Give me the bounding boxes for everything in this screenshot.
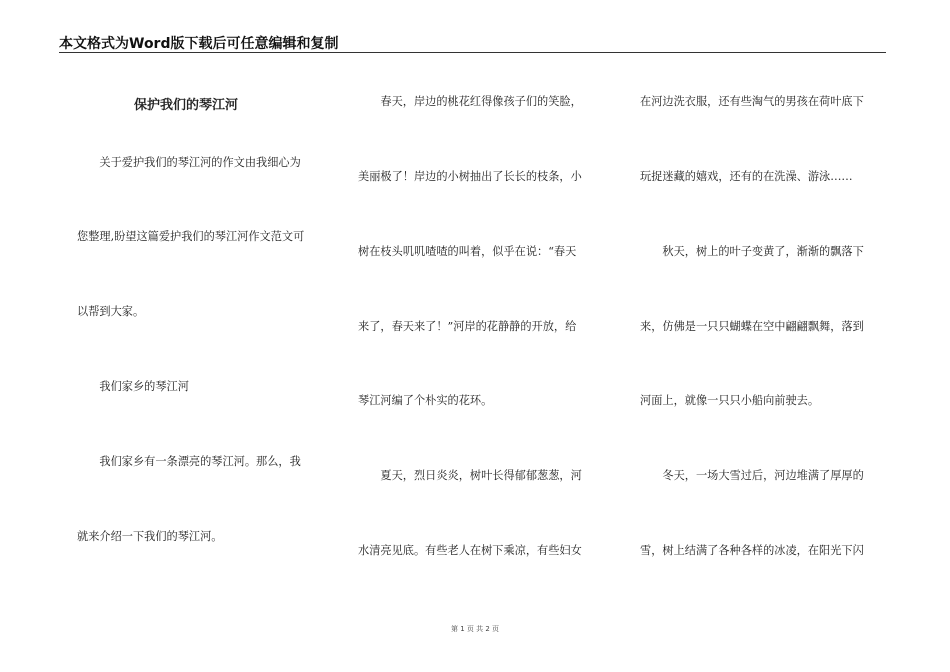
text-line: 我们家乡有一条漂亮的琴江河。那么，我 bbox=[77, 455, 301, 468]
text-line: 春天，岸边的桃花红得像孩子们的笑脸， bbox=[358, 95, 582, 108]
text-line: 秋天，树上的叶子变黄了，渐渐的飘落下 bbox=[640, 245, 864, 258]
text-line: 美丽极了！岸边的小树抽出了长长的枝条，小 bbox=[358, 170, 582, 183]
text-line: 在河边洗衣服，还有些淘气的男孩在荷叶底下 bbox=[640, 95, 864, 108]
text-line: 水清亮见底。有些老人在树下乘凉，有些妇女 bbox=[358, 544, 582, 557]
text-line: 树在枝头叽叽喳喳的叫着，似乎在说：“春天 bbox=[358, 245, 577, 258]
text-line: 我们家乡的琴江河 bbox=[77, 380, 189, 393]
text-line: 夏天，烈日炎炎，树叶长得郁郁葱葱，河 bbox=[358, 469, 582, 482]
text-line: 河面上，就像一只只小船向前驶去。 bbox=[640, 394, 820, 407]
document-title: 保护我们的琴江河 bbox=[134, 98, 239, 113]
text-line: 关于爱护我们的琴江河的作文由我细心为 bbox=[77, 156, 301, 169]
text-line: 冬天，一场大雪过后，河边堆满了厚厚的 bbox=[640, 469, 864, 482]
text-line: 雪，树上结满了各种各样的冰凌，在阳光下闪 bbox=[640, 544, 864, 557]
document-header: 本文格式为Word版下载后可任意编辑和复制 bbox=[59, 36, 339, 52]
text-line: 就来介绍一下我们的琴江河。 bbox=[77, 530, 223, 543]
text-line: 来，仿佛是一只只蝴蝶在空中翩翩飘舞，落到 bbox=[640, 320, 864, 333]
text-line: 玩捉迷藏的嬉戏，还有的在洗澡、游泳…… bbox=[640, 170, 853, 183]
header-divider bbox=[59, 52, 886, 53]
text-line: 您整理,盼望这篇爱护我们的琴江河作文范文可 bbox=[77, 230, 305, 243]
text-line: 以帮到大家。 bbox=[77, 305, 145, 318]
text-line: 琴江河编了个朴实的花环。 bbox=[358, 394, 493, 407]
text-line: 来了，春天来了！”河岸的花静静的开放，给 bbox=[358, 320, 577, 333]
page-number: 第 1 页 共 2 页 bbox=[450, 625, 500, 633]
